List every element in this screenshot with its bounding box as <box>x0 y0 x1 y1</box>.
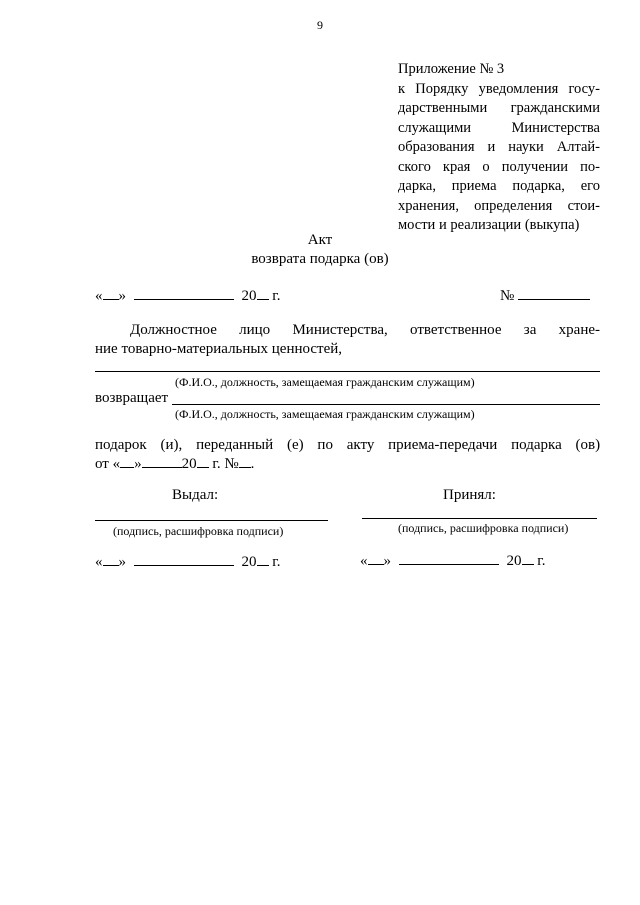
appendix-line: хранения, определения стои- <box>398 197 600 214</box>
transfer-day-blank[interactable] <box>120 467 134 468</box>
received-signature-line[interactable] <box>362 518 597 519</box>
gift-word: приема-передачи <box>388 437 498 453</box>
open-quote: « <box>95 288 103 304</box>
returns-label: возвращает <box>95 390 169 406</box>
year-prefix: 20 <box>506 553 522 569</box>
year-suffix: г. <box>272 554 281 570</box>
gift-word: (ов) <box>575 437 601 453</box>
issued-caption: (подпись, расшифровка подписи) <box>113 524 284 538</box>
caption-fio-2: (Ф.И.О., должность, замещаемая гражданским служащим) <box>175 407 475 421</box>
year-prefix: 20 <box>241 554 257 570</box>
year-blank[interactable] <box>257 299 269 300</box>
caption-fio-1: (Ф.И.О., должность, замещаемая гражданским служащим) <box>175 375 475 389</box>
from-year: 20 <box>181 456 197 472</box>
year-suffix: г. <box>537 553 546 569</box>
appendix-line: ского края о получении по- <box>398 158 600 175</box>
issued-label: Выдал: <box>172 487 219 503</box>
gift-line <box>95 437 600 454</box>
body-word: за <box>523 322 537 338</box>
open-quote: « <box>360 553 368 569</box>
appendix-line: дарственными гражданскими <box>398 100 600 116</box>
from-end: . <box>250 456 255 472</box>
act-number-line <box>500 288 590 305</box>
act-date-line <box>95 288 280 305</box>
number-sign: № <box>500 288 515 304</box>
responsible-person-line[interactable] <box>95 371 600 372</box>
act-title: Акт <box>307 232 333 248</box>
gift-word: по <box>317 437 333 453</box>
body-word: Министерства, <box>292 322 388 338</box>
from-year-suffix: г. № <box>212 456 239 472</box>
body-word: ответственное <box>410 322 502 338</box>
from-close: » <box>134 456 142 472</box>
appendix-line: мости и реализации (выкупа) <box>398 217 580 233</box>
day-blank[interactable] <box>103 299 119 300</box>
received-caption: (подпись, расшифровка подписи) <box>398 521 569 535</box>
gift-word: акту <box>346 437 375 453</box>
appendix-line: дарка, приема подарка, его <box>398 178 600 194</box>
transfer-number-blank[interactable] <box>239 467 251 468</box>
recipient-line[interactable] <box>172 404 600 405</box>
gift-line-text <box>95 437 600 454</box>
close-quote: » <box>118 288 126 304</box>
appendix-line: служащими Министерства <box>398 119 600 136</box>
transfer-date-line <box>95 456 254 473</box>
open-quote: « <box>95 554 103 570</box>
month-blank[interactable] <box>134 299 234 300</box>
issued-month-blank[interactable] <box>134 565 234 566</box>
body-word: хране- <box>558 322 600 338</box>
from-prefix: от « <box>95 456 121 472</box>
gift-word: переданный <box>196 437 274 453</box>
act-number-blank[interactable] <box>518 299 590 300</box>
close-quote: » <box>118 554 126 570</box>
appendix-line: к Порядку уведомления госу- <box>398 80 600 97</box>
appendix-line: образования и науки Алтай- <box>398 139 600 155</box>
received-day-blank[interactable] <box>368 564 384 565</box>
transfer-year-blank[interactable] <box>197 467 209 468</box>
received-month-blank[interactable] <box>399 564 499 565</box>
received-label: Принял: <box>443 487 496 503</box>
issued-day-blank[interactable] <box>103 565 119 566</box>
year-suffix: г. <box>272 288 281 304</box>
appendix-block <box>398 60 600 236</box>
received-date-line <box>360 553 545 570</box>
year-prefix: 20 <box>241 288 257 304</box>
transfer-month-blank[interactable] <box>142 467 182 468</box>
appendix-title: Приложение № 3 <box>398 61 505 77</box>
received-year-blank[interactable] <box>522 564 534 565</box>
gift-word: подарок <box>95 437 147 453</box>
body-word: лицо <box>239 322 271 338</box>
issued-signature-line[interactable] <box>95 520 328 521</box>
body-line-1-text <box>130 322 600 339</box>
act-subtitle: возврата подарка (ов) <box>251 251 389 267</box>
gift-word: (е) <box>286 437 304 453</box>
body-line-2: ние товарно-материальных ценностей, <box>95 341 343 357</box>
body-word: Должностное <box>130 322 217 338</box>
close-quote: » <box>383 553 391 569</box>
issued-date-line <box>95 554 280 571</box>
gift-word: подарка <box>511 437 562 453</box>
gift-word: (и), <box>160 437 183 453</box>
page-number: 9 <box>317 18 323 32</box>
body-line-1 <box>130 322 600 339</box>
issued-year-blank[interactable] <box>257 565 269 566</box>
